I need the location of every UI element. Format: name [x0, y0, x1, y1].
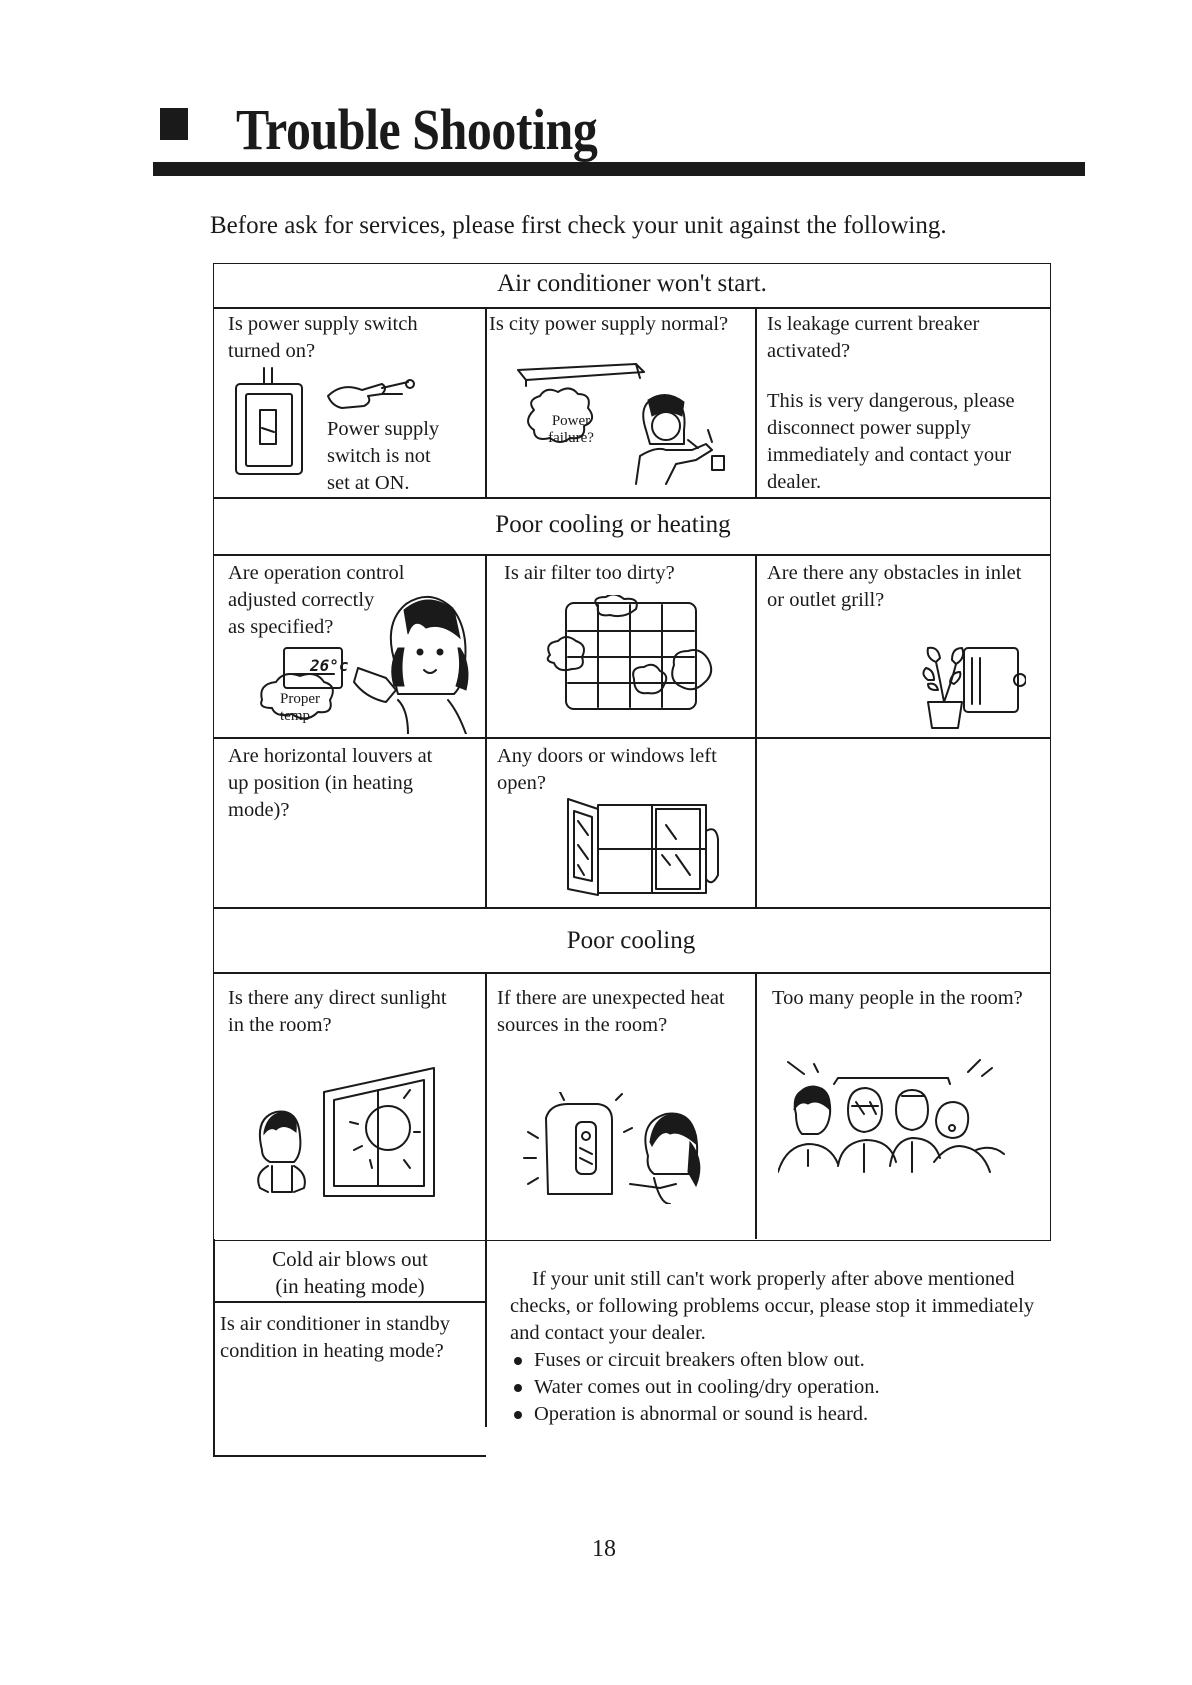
louver-question: Are horizontal louvers at up position (in heating mode)?: [228, 745, 433, 821]
plant-obstacle-illustration: [922, 640, 1026, 732]
divider: [755, 972, 757, 1239]
divider: [755, 554, 757, 907]
standby-question: Is air conditioner in standby condition in heating mode?: [220, 1313, 451, 1362]
heat-source-question: If there are unexpected heat sources in the room?: [497, 987, 725, 1036]
divider: [755, 307, 757, 497]
operation-control-question: Are operation control adjusted correctly as specified?: [228, 562, 405, 638]
dirty-filter-illustration: [544, 595, 714, 715]
divider: [213, 497, 1051, 499]
temp-display: 26°c: [310, 656, 349, 675]
divider: [213, 737, 1051, 739]
air-filter-question: Is air filter too dirty?: [504, 562, 675, 584]
open-window-question: Any doors or windows left open?: [497, 745, 717, 794]
divider: [213, 307, 1051, 309]
city-power-question: Is city power supply normal?: [489, 313, 729, 335]
obstacle-question: Are there any obstacles in inlet or outlet grill?: [767, 562, 1022, 611]
bullet-icon: [514, 1357, 522, 1365]
divider: [213, 554, 1051, 556]
bullet-item: Operation is abnormal or sound is heard.: [510, 1401, 1034, 1428]
final-note: If your unit still can't work properly after above mentioned checks, or following problems occur, please stop it immediately and contact your dealer. Fuses or circuit breakers often blow out. Water comes out in cooling/dry operation. Operation is abnormal or sound is heard.: [510, 1266, 1034, 1428]
section-title-wont-start: Air conditioner won't start.: [497, 270, 767, 297]
title-square-icon: [160, 108, 188, 140]
crowded-room-illustration: [778, 1054, 1012, 1196]
section-title-poor-cooling: Poor cooling: [566, 927, 696, 954]
divider: [213, 907, 1051, 909]
bullet-icon: [514, 1384, 522, 1392]
leakage-breaker-question: Is leakage current breaker activated?: [767, 313, 980, 362]
power-switch-illustration: [232, 366, 422, 476]
power-failure-bubble: Power failure?: [548, 413, 594, 446]
page-title: Trouble Shooting: [236, 97, 598, 162]
open-window-illustration: [566, 795, 726, 899]
divider: [213, 1455, 486, 1457]
power-switch-note: Power supply switch is not set at ON.: [327, 418, 440, 494]
divider: [485, 554, 487, 907]
bullet-item: Water comes out in cooling/dry operation.: [510, 1374, 1034, 1401]
divider: [213, 1301, 486, 1303]
section-title-poor-cooling-heating: Poor cooling or heating: [495, 511, 731, 538]
title-rule: [153, 162, 1085, 176]
bullet-icon: [514, 1411, 522, 1419]
bullet-item: Fuses or circuit breakers often blow out.: [510, 1347, 1034, 1374]
power-switch-question: Is power supply switch turned on?: [228, 313, 418, 362]
many-people-question: Too many people in the room?: [772, 987, 1023, 1009]
cold-air-title: Cold air blows out (in heating mode): [272, 1247, 428, 1298]
divider: [485, 972, 487, 1427]
sunlight-question: Is there any direct sunlight in the room?: [228, 987, 447, 1036]
intro-text: Before ask for services, please first check your unit against the following.: [210, 212, 947, 239]
proper-temp-bubble: Proper temp: [280, 691, 320, 724]
divider: [213, 972, 1051, 974]
sunlight-window-illustration: [254, 1062, 444, 1202]
divider: [485, 307, 487, 497]
heat-source-illustration: [520, 1092, 710, 1204]
page-number: 18: [592, 1536, 616, 1562]
leakage-breaker-warning: This is very dangerous, please disconnect power supply immediately and contact your dealer.: [767, 390, 1015, 493]
